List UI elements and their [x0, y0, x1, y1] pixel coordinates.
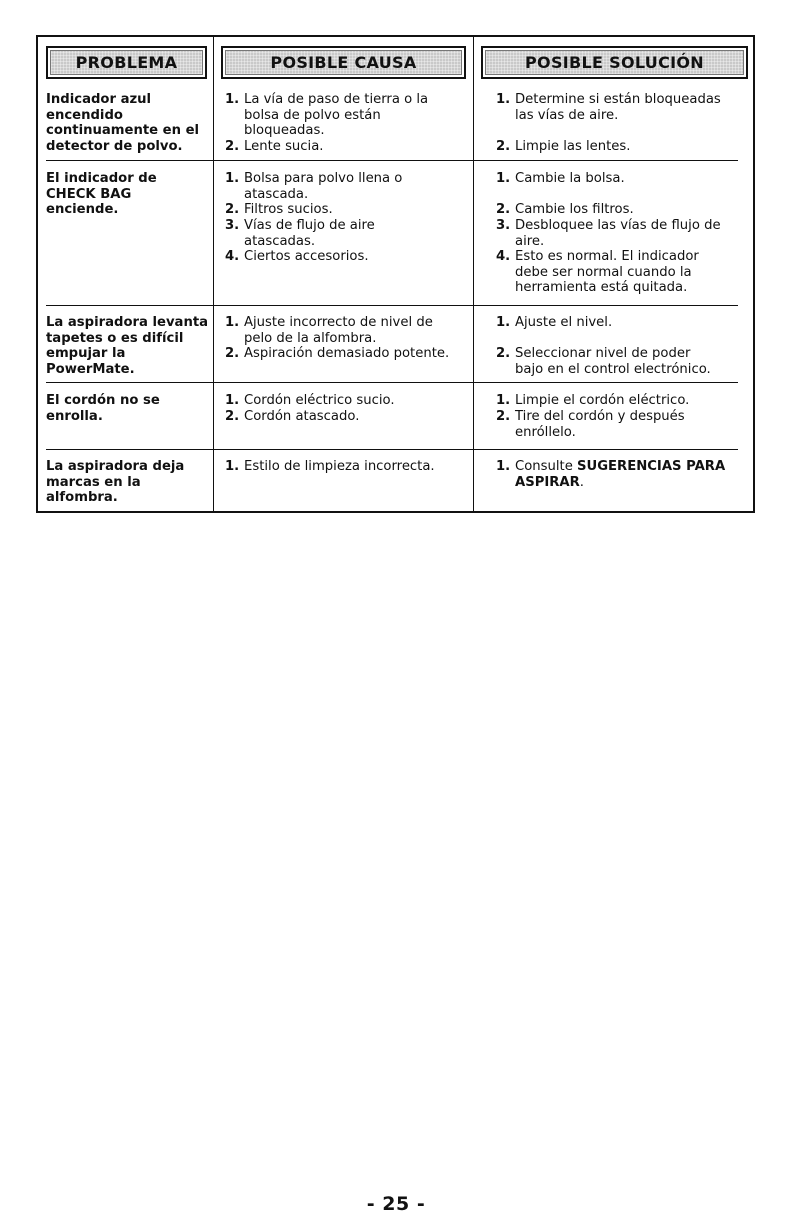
problem-cell: El cordón no se enrolla. — [46, 393, 160, 424]
list-item: 2. Lente sucia. — [225, 139, 324, 154]
row-divider — [46, 382, 738, 383]
list-item: 4. Esto es normal. El indicador debe ser normal cuando la herramienta está quitada. — [496, 249, 699, 295]
list-item: 1. Determine si están bloqueadas las vías de aire. — [496, 92, 721, 123]
row-divider — [46, 449, 738, 450]
list-item: 1. Cordón eléctrico sucio. — [225, 393, 395, 408]
header-posible-causa: POSIBLE CAUSA — [221, 46, 466, 79]
list-item: 2. Seleccionar nivel de poder bajo en el control electrónico. — [496, 346, 711, 377]
list-item: 2. Cambie los filtros. — [496, 202, 634, 217]
row-divider — [46, 305, 738, 306]
column-divider — [213, 37, 214, 511]
page-number: - 25 - — [366, 1193, 426, 1215]
list-item: 1. Limpie el cordón eléctrico. — [496, 393, 690, 408]
list-item: 1. Estilo de limpieza incorrecta. — [225, 459, 435, 474]
list-item: 2. Aspiración demasiado potente. — [225, 346, 450, 361]
list-item: 2. Filtros sucios. — [225, 202, 333, 217]
problem-cell: El indicador de CHECK BAG enciende. — [46, 171, 157, 217]
list-item: 3. Desbloquee las vías de flujo de aire. — [496, 218, 721, 249]
list-item: 1. Cambie la bolsa. — [496, 171, 625, 186]
troubleshooting-table — [36, 35, 755, 513]
list-item: 2. Limpie las lentes. — [496, 139, 631, 154]
list-item: 1. Ajuste incorrecto de nivel de pelo de la alfombra. — [225, 315, 433, 346]
list-item: 1. Bolsa para polvo llena o atascada. — [225, 171, 403, 202]
problem-cell: La aspiradora deja marcas en la alfombra. — [46, 459, 185, 505]
cross-reference: SUGERENCIAS PARA ASPIRAR — [515, 459, 726, 490]
list-item: 2. Tire del cordón y después enróllelo. — [496, 409, 685, 440]
list-item: 1. Ajuste el nivel. — [496, 315, 613, 330]
header-posible-solucion: POSIBLE SOLUCIÓN — [481, 46, 748, 79]
header-problema: PROBLEMA — [46, 46, 207, 79]
problem-cell: La aspiradora levanta tapetes o es difícil empujar la PowerMate. — [46, 315, 209, 377]
list-item: 2. Cordón atascado. — [225, 409, 360, 424]
list-item: 3. Vías de flujo de aire atascadas. — [225, 218, 375, 249]
list-item: 1. La vía de paso de tierra o la bolsa de polvo están bloqueadas. — [225, 92, 429, 138]
row-divider — [46, 160, 738, 161]
list-item: 1. Consulte SUGERENCIAS PARA ASPIRAR. — [496, 459, 726, 490]
list-item: 4. Ciertos accesorios. — [225, 249, 369, 264]
column-divider — [473, 37, 474, 511]
problem-cell: Indicador azul encendido continuamente en el detector de polvo. — [46, 92, 200, 154]
